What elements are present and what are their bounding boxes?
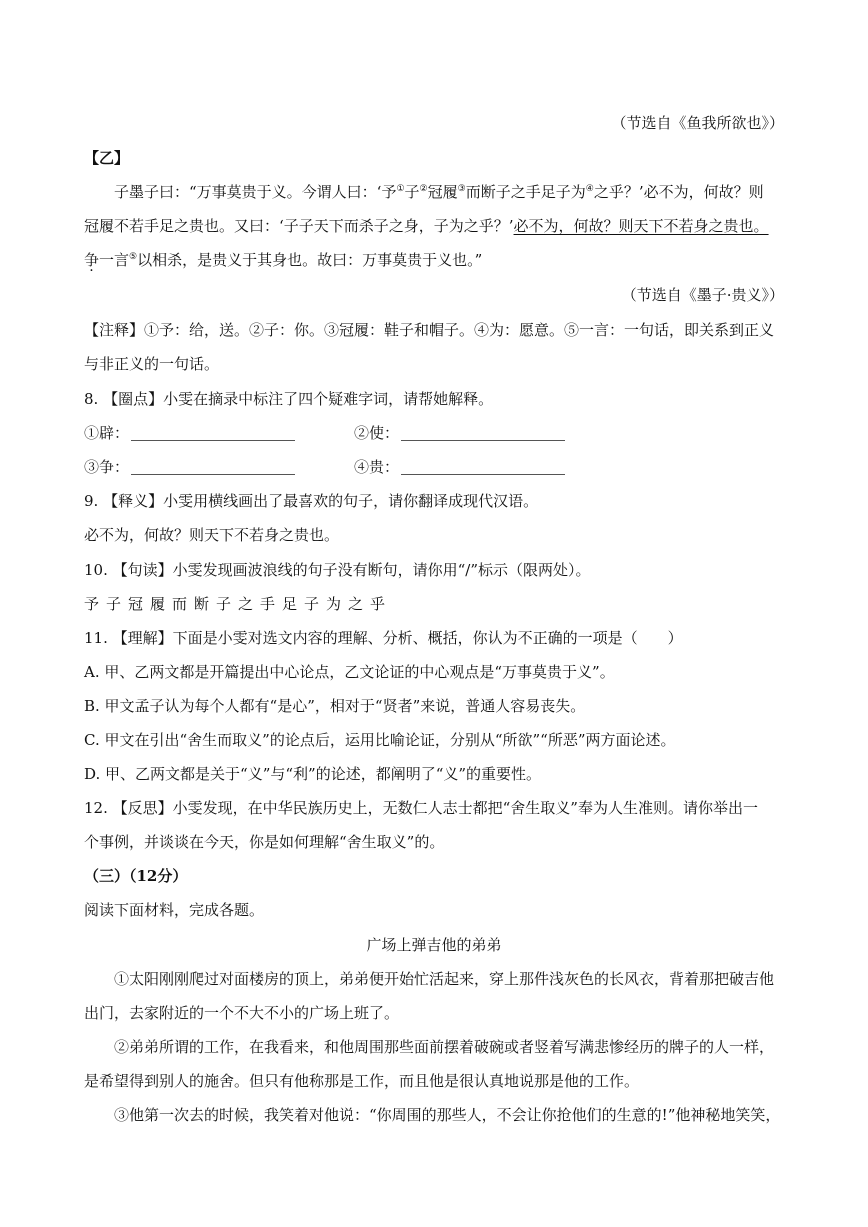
source-citation-jia: （节选自《鱼我所欲也》） (611, 114, 784, 132)
answer-blank[interactable] (131, 440, 295, 441)
passage-text: 子墨子曰：“万事莫贵于义。今谓人曰：‘予 (114, 183, 397, 201)
question-10: 10. 【句读】小雯发现画波浪线的句子没有断句，请你用“/”标示（限两处）。 (84, 561, 591, 579)
article-p1-line-1: ①太阳刚刚爬过对面楼房的顶上，弟弟便开始忙活起来，穿上那件浅灰色的长风衣，背着那把破吉他 (114, 970, 775, 988)
q11-option-b: B. 甲文孟子认为每个人都有“是心”，相对于“贤者”来说，普通人容易丧失。 (84, 697, 586, 715)
underlined-sentence: 必不为，何故？则天下不若身之贵也。 (513, 217, 769, 235)
q8-item-1 (84, 423, 295, 443)
q11-option-d: D. 甲、乙两文都是关于“义”与“利”的论述，都阐明了“义”的重要性。 (84, 765, 542, 783)
passage-text: 以相杀，是贵义于其身也。故曰：万事莫贵于义也。” (137, 251, 483, 269)
item-label: ④贵： (354, 458, 400, 476)
answer-blank[interactable] (401, 474, 565, 475)
q11-option-c: C. 甲文在引出“舍生而取义”的论点后，运用比喻论证，分别从“所欲”“所恶”两方面论述。 (84, 731, 676, 749)
passage-yi-line-1 (114, 182, 764, 202)
q9-sentence: 必不为，何故？则天下不若身之贵也。 (84, 526, 340, 544)
footnote-marker: ③ (457, 184, 466, 194)
question-11: 11. 【理解】下面是小雯对选文内容的理解、分析、概括，你认为不正确的一项是（ ） (84, 629, 683, 647)
passage-text: 而断子之手足子为 (465, 183, 586, 201)
notes-line-1: 【注释】①予：给，送。②子：你。③冠履：鞋子和帽子。④为：愿意。⑤一言：一句话，即关系到正义 (84, 321, 775, 339)
q8-item-2 (354, 423, 565, 443)
item-label: ②使： (354, 424, 400, 442)
section-3-instruction: 阅读下面材料，完成各题。 (84, 901, 265, 919)
footnote-marker: ② (419, 184, 428, 194)
section-3-heading: （三）（12分） (84, 867, 188, 885)
article-p3-line-1: ③他第一次去的时候，我笑着对他说：“你周围的那些人，不会让你抢他们的生意的!”他神秘地笑笑， (114, 1106, 781, 1124)
q8-item-3 (84, 457, 295, 477)
passage-text: 子 (404, 183, 420, 201)
article-p2-line-2: 是希望得到别人的施舍。但只有他称那是工作，而且他是很认真地说那是他的工作。 (84, 1072, 640, 1090)
section-heading-yi: 【乙】 (84, 149, 130, 167)
footnote-marker: ① (396, 184, 405, 194)
item-label: ③争： (84, 458, 130, 476)
passage-yi-line-2 (84, 216, 769, 236)
dotted-char: 争 (84, 251, 100, 269)
question-12-line-1: 12. 【反思】小雯发现，在中华民族历史上，无数仁人志士都把“舍生取义”奉为人生准则。请你举出一 (84, 799, 758, 817)
answer-blank[interactable] (401, 440, 565, 441)
article-p1-line-2: 出门，去家附近的一个不大不小的广场上班了。 (84, 1004, 400, 1022)
notes-line-2: 与非正义的一句话。 (84, 355, 220, 373)
article-p2-line-1: ②弟弟所谓的工作，在我看来，和他周围那些面前摆着破碗或者竖着写满悲惨经历的牌子的人一样， (114, 1038, 775, 1056)
passage-text: 之乎？’必不为，何故？则 (593, 183, 764, 201)
footnote-marker: ⑤ (129, 252, 138, 262)
q10-sentence: 予子冠履而断子之手足子为之乎 (84, 595, 393, 613)
passage-text: 冠履不若手足之贵也。又曰：‘子子天下而杀子之身，子为之乎？’ (84, 217, 514, 235)
passage-text: 一言 (99, 251, 130, 269)
q8-item-4 (354, 457, 565, 477)
article-title: 广场上弹吉他的弟弟 (366, 936, 502, 954)
question-9: 9. 【释义】小雯用横线画出了最喜欢的句子，请你翻译成现代汉语。 (84, 492, 539, 510)
footnote-marker: ④ (585, 184, 594, 194)
passage-yi-line-3 (84, 250, 482, 270)
source-citation-yi: （节选自《墨子·贵义》） (621, 286, 784, 304)
answer-blank[interactable] (131, 474, 295, 475)
q11-option-a: A. 甲、乙两文都是开篇提出中心论点，乙文论证的中心观点是“万事莫贵于义”。 (84, 663, 615, 681)
question-12-line-2: 个事例，并谈谈在今天，你是如何理解“舍生取义”的。 (84, 833, 445, 851)
passage-text: 冠履 (427, 183, 458, 201)
item-label: ①辟： (84, 424, 130, 442)
question-8: 8. 【圈点】小雯在摘录中标注了四个疑难字词，请帮她解释。 (84, 390, 494, 408)
